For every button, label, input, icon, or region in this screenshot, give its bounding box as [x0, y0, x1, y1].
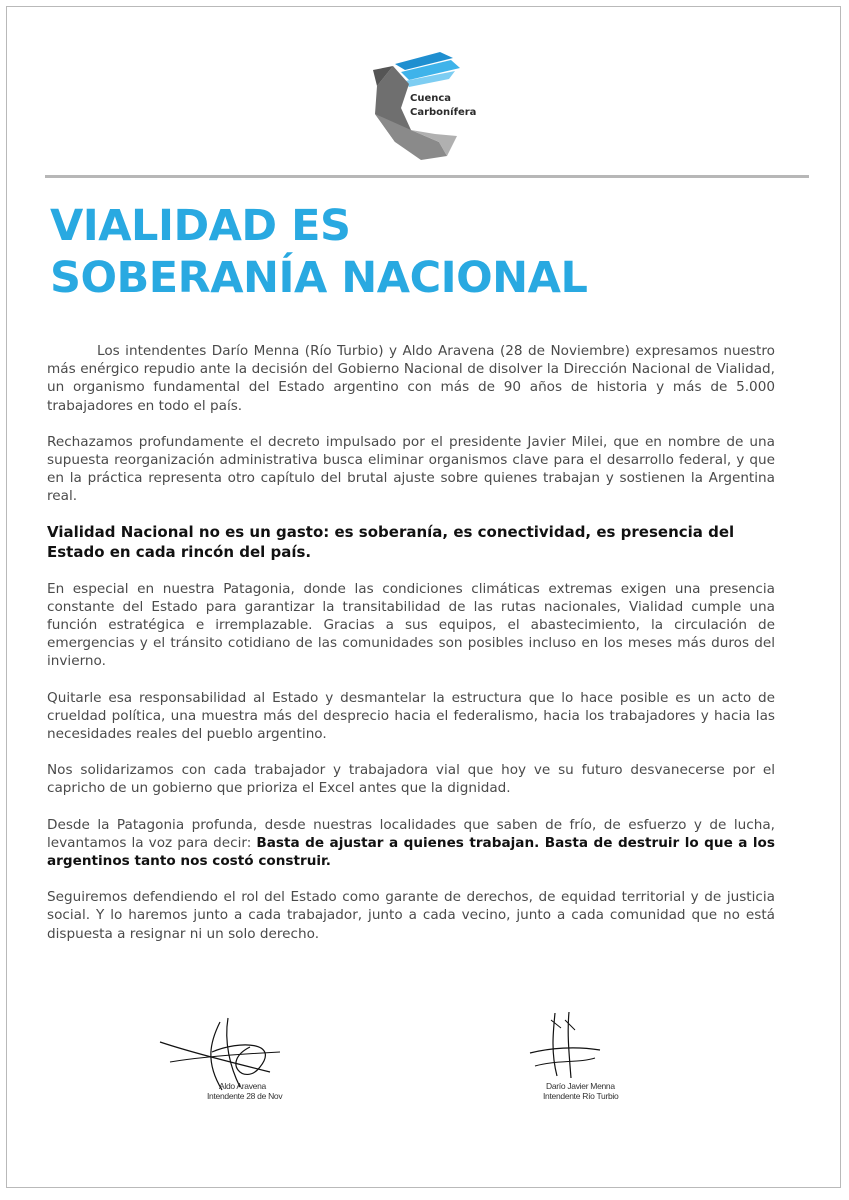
paragraph-5: Quitarle esa responsabilidad al Estado y desmantelar la estructura que lo hace posible es un acto de crueldad política, una muestra más del desprecio hacia el federalismo, hacia los trabajadores y hacia las necesidades reales del pueblo argentino.	[47, 689, 775, 743]
paragraph-3-highlight: Vialidad Nacional no es un gasto: es soberanía, es conectividad, es presencia del Estado en cada rincón del país.	[47, 522, 735, 561]
paragraph-4: En especial en nuestra Patagonia, donde las condiciones climáticas extremas exigen una presencia constante del Estado para garantizar la transitabilidad de las rutas nacionales, Vialidad cumple una función estratégica e irremplazable. Gracias a sus equipos, el abastecimiento, la circulación de emergencias y el tránsito cotidiano de las comunidades son posibles incluso en los meses más duros del invierno.	[47, 580, 775, 670]
paragraph-7	[47, 816, 775, 871]
logo-text-line1: Cuenca	[410, 93, 452, 104]
signature-right-scrawl	[525, 1008, 605, 1083]
paragraph-1: Los intendentes Darío Menna (Río Turbio) y Aldo Aravena (28 de Noviembre) expresamos nuestro más enérgico repudio ante la decisión del Gobierno Nacional de disolver la Dirección Nacional de Vialidad, un organismo fundamental del Estado argentino con más de 90 años de historia y más de 5.000 trabajadores en todo el país.	[47, 343, 775, 414]
title-line1: VIALIDAD ES	[50, 201, 351, 251]
signature-right-name: Darío Javier Menna	[546, 1081, 615, 1091]
logo-text-line2: Carbonífera	[410, 107, 477, 118]
page-title	[50, 200, 587, 304]
signature-right-role: Intendente Río Turbio	[543, 1091, 619, 1101]
signature-left-role: Intendente 28 de Nov	[207, 1091, 283, 1101]
document-body	[47, 342, 775, 943]
paragraph-7-text: Desde la Patagonia profunda, desde nuestras localidades que saben de frío, de esfuerzo y de lucha, levantamos la voz para decir:	[47, 816, 775, 851]
title-line2: SOBERANÍA NACIONAL	[50, 253, 588, 303]
paragraph-2: Rechazamos profundamente el decreto impulsado por el presidente Javier Milei, que en nombre de una supuesta reorganización administrativa busca eliminar organismos clave para el desarrollo federal, y que en la práctica representa otro capítulo del brutal ajuste sobre quienes trabajan y sostienen la Argentina real.	[47, 433, 775, 505]
paragraph-6: Nos solidarizamos con cada trabajador y trabajadora vial que hoy ve su futuro desvanecerse por el capricho de un gobierno que prioriza el Excel antes que la dignidad.	[47, 762, 775, 797]
signature-right	[525, 1008, 605, 1083]
signature-left-name: Aldo Aravena	[219, 1081, 266, 1091]
paragraph-8: Seguiremos defendiendo el rol del Estado como garante de derechos, de equidad territorial y de justicia social. Y lo haremos junto a cada trabajador, junto a cada vecino, junto a cada comunidad que no está dispuesta a resignar ni un solo derecho.	[47, 889, 775, 942]
paragraph-7-bold: Basta de ajustar a quienes trabajan. Basta de destruir lo que a los argentinos tanto nos costó construir.	[47, 834, 775, 870]
header-divider	[45, 175, 809, 178]
